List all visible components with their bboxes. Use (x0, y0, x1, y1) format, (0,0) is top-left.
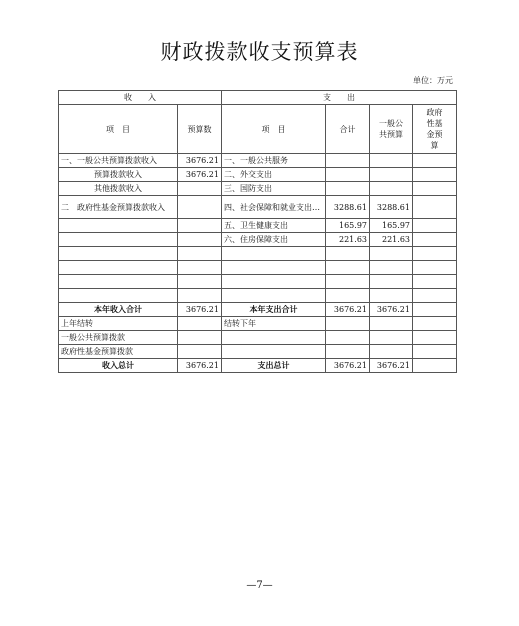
income-amount (178, 196, 222, 219)
grand-income-total: 3676.21 (178, 359, 222, 373)
expense-item-header: 项 目 (222, 105, 326, 154)
expense-header: 支 出 (222, 91, 457, 105)
income-item (59, 233, 178, 247)
empty-row (59, 247, 457, 261)
expense-fund (413, 196, 457, 219)
income-amount (178, 182, 222, 196)
year-expense-fund (413, 303, 457, 317)
empty-row (59, 261, 457, 275)
income-item: 二 政府性基金预算拨款收入 (59, 196, 178, 219)
year-total-row (59, 303, 457, 317)
expense-general: 165.97 (370, 219, 413, 233)
table-row (59, 219, 457, 233)
income-item: 一、一般公共预算拨款收入 (59, 154, 178, 168)
income-item-header: 项 目 (59, 105, 178, 154)
year-expense-total-label: 本年支出合计 (222, 303, 326, 317)
income-amount: 3676.21 (178, 168, 222, 182)
unit-label: 单位：万元 (413, 76, 453, 85)
general-budget-header: 一般公 共预算 (370, 105, 413, 154)
grand-expense-total-label: 支出总计 (222, 359, 326, 373)
expense-item: 二、外交支出 (222, 168, 326, 182)
budget-table (58, 90, 457, 373)
table-row (59, 168, 457, 182)
grand-income-total-label: 收入总计 (59, 359, 178, 373)
total-header: 合计 (326, 105, 370, 154)
grand-expense-general: 3676.21 (370, 359, 413, 373)
expense-item: 六、住房保障支出 (222, 233, 326, 247)
carry-general-label: 一般公共预算拨款 (59, 331, 178, 345)
income-item: 其他拨款收入 (59, 182, 178, 196)
income-header: 收 入 (59, 91, 222, 105)
budget-amount-header: 预算数 (178, 105, 222, 154)
year-income-total-label: 本年收入合计 (59, 303, 178, 317)
expense-fund (413, 182, 457, 196)
income-amount (178, 219, 222, 233)
empty-row (59, 289, 457, 303)
carry-general-row (59, 331, 457, 345)
page-number: —7— (246, 580, 273, 591)
income-item: 预算拨款收入 (59, 168, 178, 182)
expense-general: 221.63 (370, 233, 413, 247)
expense-general (370, 182, 413, 196)
gov-fund-header: 政府 性基 金预 算 (413, 105, 457, 154)
expense-item: 四、社会保障和就业支出… (222, 196, 326, 219)
carry-out-label: 结转下年 (222, 317, 326, 331)
table-row (59, 196, 457, 219)
carry-row (59, 317, 457, 331)
expense-item: 三、国防支出 (222, 182, 326, 196)
expense-total: 221.63 (326, 233, 370, 247)
year-expense-total: 3676.21 (326, 303, 370, 317)
table-row (59, 154, 457, 168)
expense-general (370, 168, 413, 182)
page-title: 财政拨款收支预算表 (160, 40, 359, 64)
expense-total: 3288.61 (326, 196, 370, 219)
expense-general (370, 154, 413, 168)
empty-row (59, 275, 457, 289)
expense-item: 一、一般公共服务 (222, 154, 326, 168)
income-item (59, 219, 178, 233)
expense-fund (413, 154, 457, 168)
expense-fund (413, 233, 457, 247)
grand-expense-total: 3676.21 (326, 359, 370, 373)
carry-fund-row (59, 345, 457, 359)
header-row-2 (59, 105, 457, 154)
expense-total (326, 182, 370, 196)
grand-total-row (59, 359, 457, 373)
expense-fund (413, 168, 457, 182)
income-amount (178, 233, 222, 247)
table-row (59, 182, 457, 196)
table-row (59, 233, 457, 247)
expense-fund (413, 219, 457, 233)
year-expense-general: 3676.21 (370, 303, 413, 317)
expense-total (326, 154, 370, 168)
year-income-total: 3676.21 (178, 303, 222, 317)
expense-total (326, 168, 370, 182)
expense-general: 3288.61 (370, 196, 413, 219)
expense-total: 165.97 (326, 219, 370, 233)
carry-in-label: 上年结转 (59, 317, 178, 331)
expense-item: 五、卫生健康支出 (222, 219, 326, 233)
header-row-1 (59, 91, 457, 105)
income-amount: 3676.21 (178, 154, 222, 168)
carry-fund-label: 政府性基金预算拨款 (59, 345, 178, 359)
grand-expense-fund (413, 359, 457, 373)
